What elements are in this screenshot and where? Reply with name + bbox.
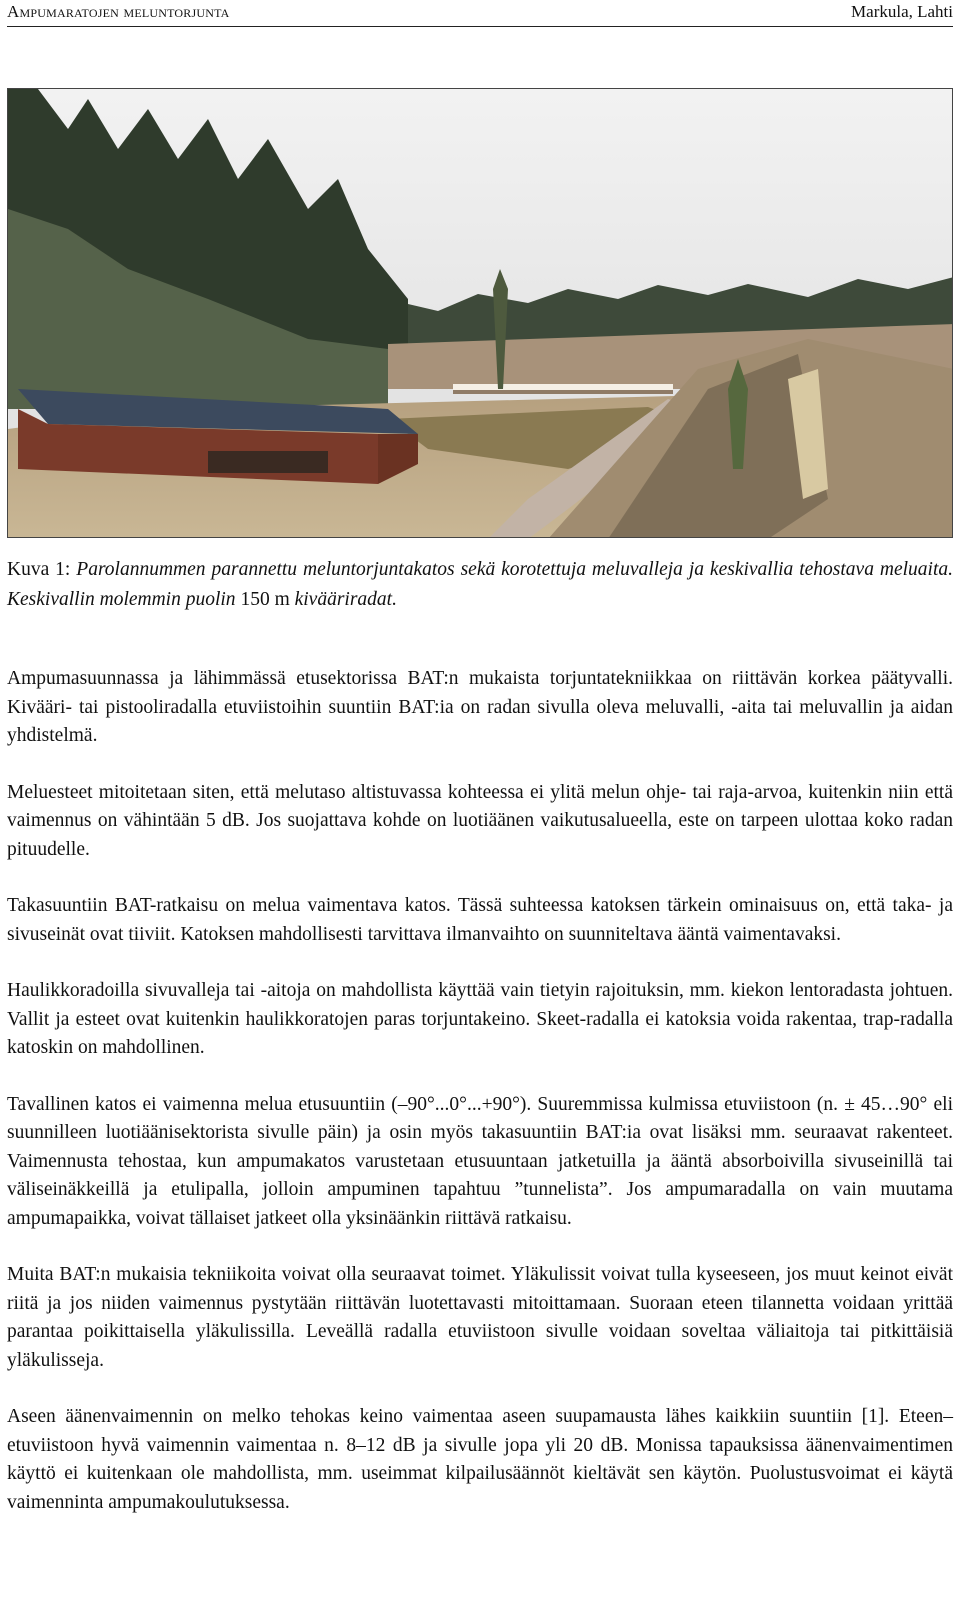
caption-text-1: Parolannummen parannettu meluntorjuntakatos sekä korotettuja meluvalleja ja keskivallia tehostava meluaita. Keskivallin molemmin puolin bbox=[7, 559, 954, 610]
caption-label: Kuva 1: bbox=[7, 559, 71, 580]
caption-text-2: kivääriradat. bbox=[294, 589, 397, 610]
paragraph-4: Haulikkoradoilla sivuvalleja tai -aitoja on mahdollista käyttää vain tietyin rajoituksin, mm. kiekon lentoradasta johtuen. Vallit ja esteet ovat kuitenkin haulikkoratojen paras torjuntakeino. Skeet-radalla ei katoksia voida rakentaa, trap-radalla katoskin on mahdollinen. bbox=[7, 980, 953, 1058]
running-title: Ampumaratojen meluntorjunta bbox=[7, 2, 230, 21]
paragraph-7: Aseen äänenvaimennin on melko tehokas keino vaimentaa aseen suupamausta lähes kaikkiin suuntiin [1]. Eteen–etuviistoon hyvä vaimennin vaimentaa n. 8–12 dB ja sivulle jopa yli 20 dB. Monissa tapauksissa äänenvaimentimen käyttö ei kuitenkaan ole mahdollista, mm. useimmat kilpailusäännöt kieltävät sen käytön. Puolustusvoimat ei käytä vaimenninta ampumakoulutuksessa. bbox=[7, 1406, 953, 1513]
figure-caption bbox=[7, 555, 953, 615]
body-text bbox=[7, 665, 953, 1545]
paragraph-2: Meluesteet mitoitetaan siten, että melutaso altistuvassa kohteessa ei ylitä melun ohje- tai raja-arvoa, kuitenkin niin että vaimennus on vähintään 5 dB. Jos suojattava kohde on luotiäänen vaikutusalueella, este on tarpeen ulottaa koko radan pituudelle. bbox=[7, 781, 953, 860]
paragraph-3: Takasuuntiin BAT-ratkaisu on melua vaimentava katos. Tässä suhteessa katoksen tärkein ominaisuus on, että taka- ja sivuseinät ovat tiiviit. Katoksen mahdollisesti tarvittava ilmanvaihto on suunniteltava ääntä vaimentavaksi. bbox=[7, 895, 953, 945]
header-rule bbox=[7, 26, 953, 27]
paragraph-6: Muita BAT:n mukaisia tekniikoita voivat olla seuraavat toimet. Yläkulissit voivat tulla kyseeseen, jos muut keinot eivät riitä ja jos niiden vaimennus pystytään riittävän luotettavasti mitoittamaan. Suoraan eteen tilannetta voidaan yrittää parantaa poikittaisella yläkulissilla. Leveällä radalla etuviistoon sivulle voidaan soveltaa väliaitoja tai pitkittäisiä yläkulisseja. bbox=[7, 1264, 953, 1371]
shooting-range-photo bbox=[7, 88, 953, 538]
running-authors: Markula, Lahti bbox=[851, 2, 953, 21]
paragraph-1: Ampumasuunnassa ja lähimmässä etusektorissa BAT:n mukaista torjuntatekniikkaa on riittävän korkea päätyvalli. Kivääri- tai pistooliradalla etuviistoihin suuntiin BAT:ia on radan sivulla oleva meluvalli, -aita tai meluvallin ja aidan yhdistelmä. bbox=[7, 668, 953, 746]
caption-number: 150 m bbox=[240, 589, 290, 610]
page-header bbox=[7, 0, 953, 22]
paragraph-5: Tavallinen katos ei vaimenna melua etusuuntiin (–90°...0°...+90°). Suuremmissa kulmissa etuviistoon (n. ± 45…90° eli suunnilleen luotiäänisektorista sivulle päin) ja osin myös takasuuntiin BAT:ia ovat lisäksi mm. seuraavat rakenteet. Vaimennusta tehostaa, kun ampumakatos varustetaan etusuuntaan jatketuilla ja ääntä absorboivilla sivuseinillä tai väliseinäkkeillä ja etulipalla, jolloin ampuminen tapahtuu ”tunnelista”. Jos ampumaradalla on vain muutama ampumapaikka, voivat tällaiset jatkeet olla yksinäänkin riittävä ratkaisu. bbox=[7, 1093, 953, 1229]
